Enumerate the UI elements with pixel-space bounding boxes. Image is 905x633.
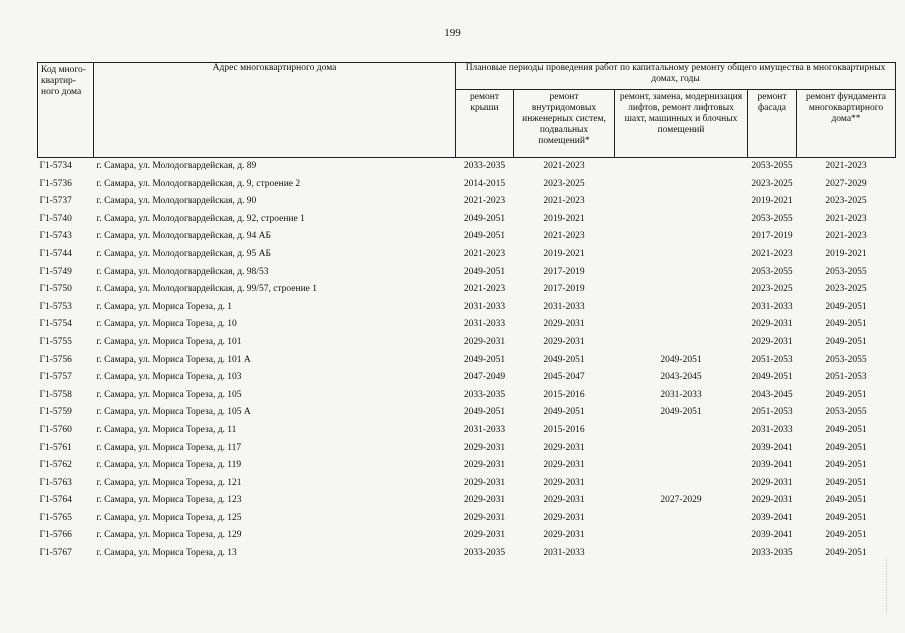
cell-facade: 2031-2033 — [751, 301, 793, 312]
cell-foundation: 2051-2053 — [825, 372, 867, 383]
cell-lifts — [615, 264, 748, 282]
cell-foundation: 2023-2025 — [825, 196, 867, 207]
cell-facade: 2039-2041 — [751, 530, 793, 541]
cell-systems: 2017-2019 — [543, 266, 585, 277]
capital-repair-table — [37, 62, 896, 563]
cell-lifts — [615, 422, 748, 440]
cell-foundation: 2049-2051 — [825, 301, 867, 312]
cell-foundation: 2049-2051 — [825, 319, 867, 330]
table-row — [38, 193, 896, 211]
cell-roof: 2047-2049 — [463, 372, 506, 383]
table-row — [38, 281, 896, 299]
cell-lifts: 2031-2033 — [660, 389, 702, 400]
cell-facade: 2023-2025 — [751, 284, 793, 295]
cell-lifts — [615, 545, 748, 563]
table-row — [38, 492, 896, 510]
cell-foundation: 2049-2051 — [825, 512, 867, 523]
cell-systems: 2021-2023 — [543, 161, 585, 171]
cell-code: Г1-5758 — [39, 389, 72, 400]
cell-lifts — [615, 193, 748, 211]
cell-address: г. Самара, ул. Мориса Тореза, д. 101 А — [96, 354, 251, 365]
table-header — [38, 63, 896, 158]
cell-roof: 2021-2023 — [463, 284, 506, 295]
cell-lifts — [615, 299, 748, 317]
cell-address: г. Самара, ул. Молодогвардейская, д. 89 — [96, 161, 257, 171]
cell-roof: 2049-2051 — [463, 213, 506, 224]
cell-systems: 2015-2016 — [543, 424, 585, 435]
cell-foundation: 2023-2025 — [825, 284, 867, 295]
cell-lifts: 2049-2051 — [660, 354, 702, 365]
cell-code: Г1-5743 — [39, 231, 72, 242]
cell-address: г. Самара, ул. Мориса Тореза, д. 117 — [96, 442, 242, 453]
table-row — [38, 510, 896, 528]
header-lifts: ремонт, замена, модернизация лифтов, ремонт лифтовых шахт, машинных и блочных помещений — [615, 90, 748, 158]
cell-address: г. Самара, ул. Мориса Тореза, д. 101 — [96, 336, 242, 347]
table-row — [38, 527, 896, 545]
cell-systems: 2029-2031 — [543, 442, 585, 453]
cell-code: Г1-5761 — [39, 442, 72, 453]
cell-address: г. Самара, ул. Молодогвардейская, д. 9, строение 2 — [96, 178, 301, 189]
cell-facade: 2017-2019 — [751, 231, 793, 242]
cell-roof: 2033-2035 — [463, 389, 506, 400]
cell-lifts: 2027-2029 — [660, 495, 702, 506]
table-row — [38, 422, 896, 440]
cell-systems: 2029-2031 — [543, 512, 585, 523]
cell-roof: 2033-2035 — [463, 548, 506, 559]
table-row — [38, 246, 896, 264]
cell-code: Г1-5740 — [39, 213, 72, 224]
cell-code: Г1-5737 — [39, 196, 72, 207]
table-row — [38, 457, 896, 475]
header-systems: ремонт внутридомовых инженерных систем, подвальных помещений* — [514, 90, 615, 158]
cell-systems: 2031-2033 — [543, 301, 585, 312]
cell-code: Г1-5753 — [39, 301, 72, 312]
cell-foundation: 2049-2051 — [825, 477, 867, 488]
cell-facade: 2053-2055 — [751, 266, 793, 277]
cell-facade: 2023-2025 — [751, 178, 793, 189]
cell-code: Г1-5764 — [39, 495, 72, 506]
cell-foundation: 2049-2051 — [825, 389, 867, 400]
cell-lifts — [615, 334, 748, 352]
cell-roof: 2029-2031 — [463, 460, 506, 471]
cell-systems: 2029-2031 — [543, 495, 585, 506]
cell-address: г. Самара, ул. Мориса Тореза, д. 1 — [96, 301, 233, 312]
cell-code: Г1-5754 — [39, 319, 72, 330]
cell-roof: 2029-2031 — [463, 442, 506, 453]
cell-address: г. Самара, ул. Молодогвардейская, д. 98/53 — [96, 266, 269, 277]
cell-address: г. Самара, ул. Мориса Тореза, д. 129 — [96, 530, 242, 541]
header-facade: ремонт фасада — [748, 90, 797, 158]
cell-address: г. Самара, ул. Молодогвардейская, д. 90 — [96, 196, 257, 207]
cell-code: Г1-5755 — [39, 336, 72, 347]
cell-foundation: 2053-2055 — [825, 266, 867, 277]
cell-lifts: 2043-2045 — [660, 372, 702, 383]
cell-code: Г1-5750 — [39, 284, 72, 295]
cell-code: Г1-5763 — [39, 477, 72, 488]
cell-foundation: 2049-2051 — [825, 530, 867, 541]
cell-roof: 2049-2051 — [463, 407, 506, 418]
cell-facade: 2053-2055 — [751, 161, 793, 171]
header-roof: ремонт крыши — [456, 90, 514, 158]
cell-lifts — [615, 246, 748, 264]
cell-code: Г1-5734 — [39, 161, 72, 171]
cell-systems: 2049-2051 — [543, 407, 585, 418]
cell-facade: 2051-2053 — [751, 407, 793, 418]
margin-mark — [886, 558, 897, 613]
cell-systems: 2019-2021 — [543, 213, 585, 224]
cell-foundation: 2019-2021 — [825, 248, 867, 259]
cell-code: Г1-5757 — [39, 372, 72, 383]
cell-facade: 2029-2031 — [751, 477, 793, 488]
cell-lifts — [615, 440, 748, 458]
table-row — [38, 475, 896, 493]
cell-code: Г1-5760 — [39, 424, 72, 435]
cell-roof: 2031-2033 — [463, 301, 506, 312]
cell-code: Г1-5756 — [39, 354, 72, 365]
cell-facade: 2051-2053 — [751, 354, 793, 365]
table-row — [38, 176, 896, 194]
cell-address: г. Самара, ул. Мориса Тореза, д. 121 — [96, 477, 242, 488]
cell-roof: 2021-2023 — [463, 248, 506, 259]
table-row — [38, 211, 896, 229]
table-body — [38, 158, 896, 563]
cell-lifts — [615, 510, 748, 528]
table-row — [38, 228, 896, 246]
page-number: 199 — [444, 27, 461, 39]
header-periods: Плановые периоды проведения работ по капитальному ремонту общего имущества в многоквартирных домах, годы — [456, 63, 896, 90]
cell-systems: 2021-2023 — [543, 231, 585, 242]
cell-systems: 2019-2021 — [543, 248, 585, 259]
cell-systems: 2029-2031 — [543, 319, 585, 330]
cell-lifts — [615, 176, 748, 194]
cell-systems: 2023-2025 — [543, 178, 585, 189]
cell-code: Г1-5767 — [39, 548, 72, 559]
table-row — [38, 158, 896, 176]
cell-address: г. Самара, ул. Молодогвардейская, д. 94 АБ — [96, 231, 271, 242]
cell-address: г. Самара, ул. Молодогвардейская, д. 92, строение 1 — [96, 213, 305, 224]
cell-foundation: 2049-2051 — [825, 442, 867, 453]
cell-roof: 2049-2051 — [463, 354, 506, 365]
cell-address: г. Самара, ул. Мориса Тореза, д. 105 — [96, 389, 242, 400]
cell-roof: 2033-2035 — [463, 161, 506, 171]
cell-facade: 2053-2055 — [751, 213, 793, 224]
cell-address: г. Самара, ул. Мориса Тореза, д. 13 — [96, 548, 237, 559]
table-row — [38, 369, 896, 387]
cell-systems: 2029-2031 — [543, 336, 585, 347]
cell-roof: 2049-2051 — [463, 266, 506, 277]
cell-code: Г1-5744 — [39, 248, 72, 259]
cell-lifts: 2049-2051 — [660, 407, 702, 418]
cell-foundation: 2049-2051 — [825, 460, 867, 471]
cell-facade: 2039-2041 — [751, 460, 793, 471]
header-address: Адрес многоквартирного дома — [94, 63, 456, 158]
cell-code: Г1-5759 — [39, 407, 72, 418]
cell-lifts — [615, 281, 748, 299]
cell-facade: 2033-2035 — [751, 548, 793, 559]
cell-roof: 2021-2023 — [463, 196, 506, 207]
table-row — [38, 299, 896, 317]
cell-address: г. Самара, ул. Мориса Тореза, д. 103 — [96, 372, 242, 383]
cell-foundation: 2021-2023 — [825, 213, 867, 224]
cell-code: Г1-5736 — [39, 178, 72, 189]
cell-facade: 2029-2031 — [751, 319, 793, 330]
cell-facade: 2019-2021 — [751, 196, 793, 207]
cell-foundation: 2049-2051 — [825, 548, 867, 559]
cell-systems: 2031-2033 — [543, 548, 585, 559]
table-row — [38, 352, 896, 370]
cell-roof: 2029-2031 — [463, 512, 506, 523]
cell-foundation: 2049-2051 — [825, 495, 867, 506]
cell-roof: 2029-2031 — [463, 495, 506, 506]
cell-address: г. Самара, ул. Мориса Тореза, д. 123 — [96, 495, 242, 506]
cell-foundation: 2021-2023 — [825, 231, 867, 242]
table-row — [38, 316, 896, 334]
cell-foundation: 2053-2055 — [825, 407, 867, 418]
cell-address: г. Самара, ул. Мориса Тореза, д. 11 — [96, 424, 237, 435]
table-row — [38, 404, 896, 422]
cell-lifts — [615, 316, 748, 334]
cell-systems: 2029-2031 — [543, 477, 585, 488]
cell-address: г. Самара, ул. Мориса Тореза, д. 10 — [96, 319, 237, 330]
cell-address: г. Самара, ул. Молодогвардейская, д. 95 АБ — [96, 248, 271, 259]
cell-address: г. Самара, ул. Мориса Тореза, д. 105 А — [96, 407, 251, 418]
cell-address: г. Самара, ул. Мориса Тореза, д. 125 — [96, 512, 242, 523]
table-row — [38, 387, 896, 405]
cell-roof: 2014-2015 — [463, 178, 506, 189]
cell-address: г. Самара, ул. Мориса Тореза, д. 119 — [96, 460, 242, 471]
cell-lifts — [615, 158, 748, 176]
cell-roof: 2029-2031 — [463, 530, 506, 541]
table-row — [38, 440, 896, 458]
cell-roof: 2031-2033 — [463, 424, 506, 435]
cell-roof: 2049-2051 — [463, 231, 506, 242]
cell-systems: 2017-2019 — [543, 284, 585, 295]
cell-facade: 2039-2041 — [751, 512, 793, 523]
header-code: Код много-квартир-ного дома — [38, 63, 94, 158]
cell-foundation: 2053-2055 — [825, 354, 867, 365]
cell-systems: 2029-2031 — [543, 460, 585, 471]
cell-facade: 2021-2023 — [751, 248, 793, 259]
cell-facade: 2043-2045 — [751, 389, 793, 400]
header-foundation: ремонт фундамента многоквартирного дома** — [797, 90, 896, 158]
cell-facade: 2039-2041 — [751, 442, 793, 453]
table-row — [38, 545, 896, 563]
table-row — [38, 334, 896, 352]
cell-lifts — [615, 228, 748, 246]
cell-foundation: 2049-2051 — [825, 424, 867, 435]
cell-roof: 2029-2031 — [463, 336, 506, 347]
cell-systems: 2045-2047 — [543, 372, 585, 383]
cell-lifts — [615, 457, 748, 475]
cell-roof: 2031-2033 — [463, 319, 506, 330]
cell-systems: 2029-2031 — [543, 530, 585, 541]
cell-lifts — [615, 527, 748, 545]
cell-foundation: 2027-2029 — [825, 178, 867, 189]
cell-code: Г1-5749 — [39, 266, 72, 277]
cell-systems: 2049-2051 — [543, 354, 585, 365]
cell-facade: 2049-2051 — [751, 372, 793, 383]
table-row — [38, 264, 896, 282]
cell-roof: 2029-2031 — [463, 477, 506, 488]
cell-foundation: 2021-2023 — [825, 161, 867, 171]
cell-lifts — [615, 475, 748, 493]
cell-systems: 2021-2023 — [543, 196, 585, 207]
cell-foundation: 2049-2051 — [825, 336, 867, 347]
cell-facade: 2029-2031 — [751, 336, 793, 347]
cell-code: Г1-5765 — [39, 512, 72, 523]
cell-facade: 2029-2031 — [751, 495, 793, 506]
cell-code: Г1-5766 — [39, 530, 72, 541]
cell-code: Г1-5762 — [39, 460, 72, 471]
cell-facade: 2031-2033 — [751, 424, 793, 435]
cell-systems: 2015-2016 — [543, 389, 585, 400]
cell-lifts — [615, 211, 748, 229]
cell-address: г. Самара, ул. Молодогвардейская, д. 99/57, строение 1 — [96, 284, 318, 295]
